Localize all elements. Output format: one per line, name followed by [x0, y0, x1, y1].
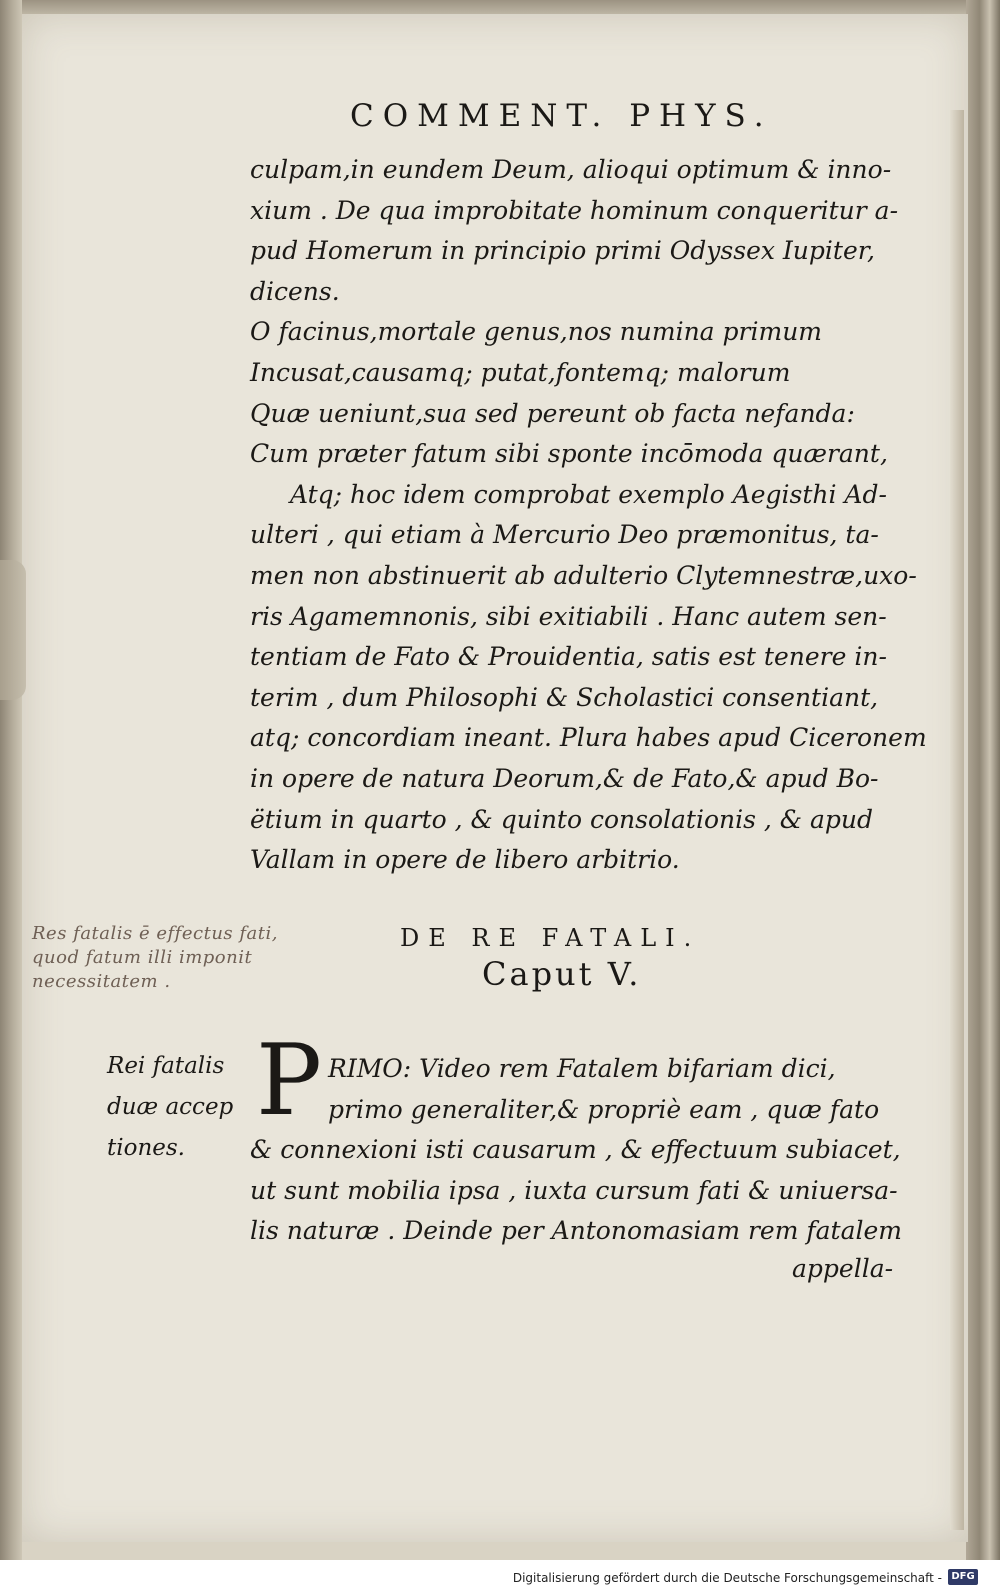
text-line: pud Homerum in principio primi Odyssex Iupiter,: [250, 236, 875, 266]
text-line: ut sunt mobilia ipsa , iuxta cursum fati & uniuersa-: [250, 1175, 898, 1205]
text-line: lis naturæ . Deinde per Antonomasiam rem fatalem: [250, 1216, 902, 1246]
text-line: xium . De qua improbitate hominum conqueritur a-: [250, 195, 899, 225]
drop-cap: P: [256, 1024, 322, 1138]
text-line: dicens.: [250, 276, 340, 306]
handwritten-annotation: [32, 922, 362, 994]
annotation-line: Res fatalis ē effectus fati,: [32, 923, 278, 944]
funding-credit: Digitalisierung gefördert durch die Deutsche Forschungsgemeinschaft -: [512, 1571, 942, 1585]
text-line: ris Agamemnonis, sibi exitiabili . Hanc autem sen-: [250, 601, 887, 631]
margin-note-line: duæ accep: [107, 1094, 234, 1120]
text-line: tentiam de Fato & Prouidentia, satis est tenere in-: [250, 642, 887, 672]
verse-line: Incusat,causamq; putat,fontemq; malorum: [250, 357, 791, 387]
text-line: RIMO: Video rem Fatalem bifariam dici,: [328, 1054, 836, 1083]
annotation-line: quod fatum illi imponit: [32, 947, 253, 968]
text-line: terim , dum Philosophi & Scholastici consentiant,: [250, 682, 879, 712]
margin-note-line: tiones.: [107, 1135, 185, 1161]
gutter-shadow: [950, 110, 964, 1530]
text-line: in opere de natura Deorum,& de Fato,& apud Bo-: [250, 763, 879, 793]
chapter-heading: Caput V.: [482, 955, 642, 993]
text-line: primo generaliter,& propriè eam , quæ fato: [328, 1094, 880, 1124]
text-line: men non abstinuerit ab adulterio Clytemnestræ,uxo-: [250, 560, 917, 590]
annotation-line: necessitatem .: [32, 971, 171, 992]
page-clasp-shadow: [0, 560, 26, 700]
verse-line: Quæ ueniunt,sua sed pereunt ob facta nefanda:: [250, 398, 855, 428]
body-text: [250, 150, 927, 881]
catchword: appella-: [792, 1254, 894, 1283]
text-line: culpam,in eundem Deum, alioqui optimum & inno-: [250, 155, 892, 184]
section-title: DE RE FATALI.: [400, 924, 701, 952]
verse-line: Cum præter fatum sibi sponte incōmoda quærant,: [250, 439, 888, 469]
text-line: Atq; hoc idem comprobat exemplo Aegisthi Ad-: [290, 479, 887, 509]
text-line: Vallam in opere de libero arbitrio.: [250, 845, 680, 875]
verse-line: O facinus,mortale genus,nos numina primum: [250, 317, 822, 347]
printed-margin-note: [107, 1046, 247, 1169]
text-line: atq; concordiam ineant. Plura habes apud Ciceronem: [250, 723, 927, 753]
binding-edge: [0, 0, 22, 1560]
text-line: & connexioni isti causarum , & effectuum subiacet,: [250, 1135, 901, 1165]
next-page-edge: [966, 0, 1000, 1560]
margin-note-line: Rei fatalis: [107, 1053, 225, 1079]
text-line: ëtium in quarto , & quinto consolationis , & apud: [250, 804, 873, 834]
chapter-paragraph: [250, 1049, 910, 1252]
text-line: ulteri , qui etiam à Mercurio Deo præmonitus, ta-: [250, 520, 879, 550]
dfg-logo-icon: DFG: [948, 1569, 978, 1585]
running-head: COMMENT. PHYS.: [350, 98, 773, 134]
